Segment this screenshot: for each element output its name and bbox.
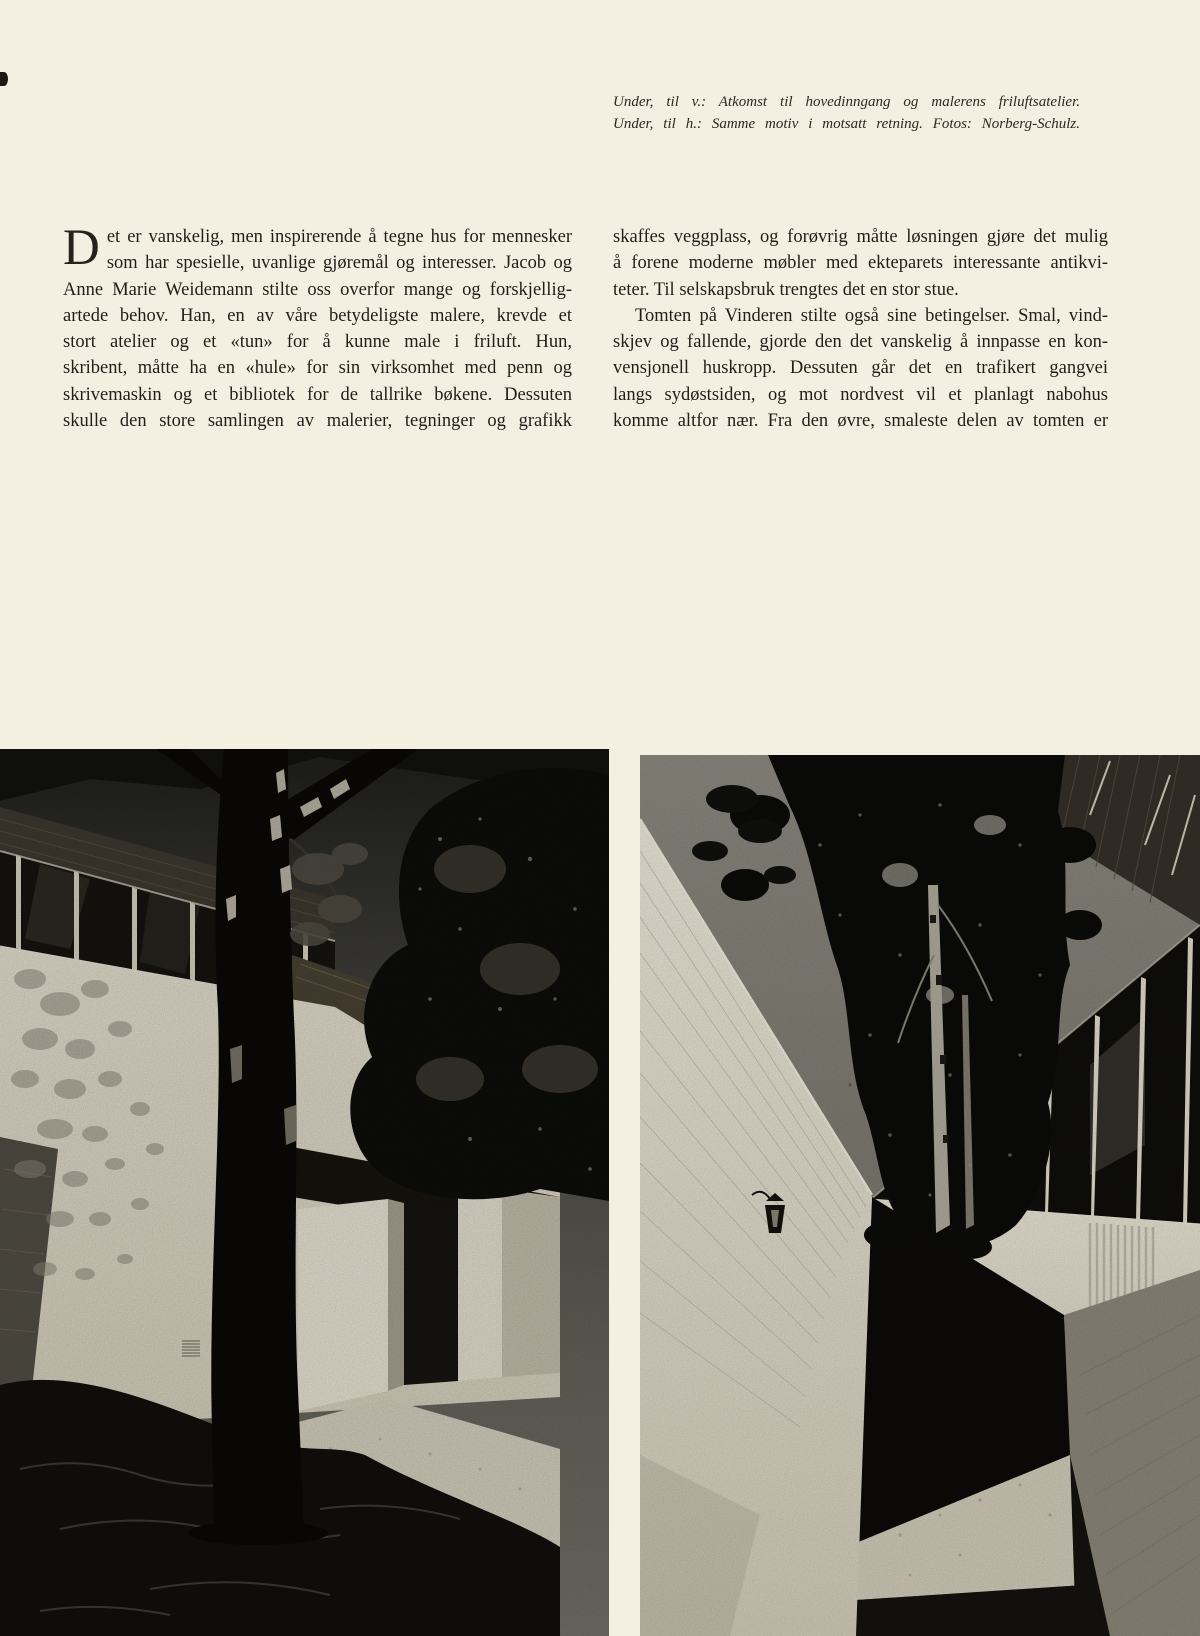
text-line: Tomten på Vinderen stilte også sine betingelser. Smal, vind- — [635, 305, 1108, 326]
text-line: vensjonell huskropp. Dessuten går det en trafikert gangvei — [613, 358, 1108, 379]
photo-caption — [613, 91, 1080, 135]
film-grain — [0, 749, 609, 1636]
text-line: som har spesielle, uvanlige gjøremål og interesser. Jacob og — [106, 253, 572, 274]
text-line: artede behov. Han, en av våre betydeligste malere, krevde et — [63, 305, 572, 326]
text-line: skaffes veggplass, og forøvrig måtte løsningen gjøre det mulig — [613, 227, 1108, 247]
caption-line: Under, til h.: Samme motiv i motsatt retning. Fotos: Norberg-Schulz. — [613, 116, 1080, 132]
film-grain — [640, 755, 1200, 1636]
text-line: komme altfor nær. Fra den øvre, smaleste delen av tomten er — [613, 411, 1108, 432]
drop-cap: D — [63, 220, 100, 276]
text-line: skulle den store samlingen av malerier, tegninger og grafikk — [63, 411, 572, 432]
text-line: et er vanskelig, men inspirerende å tegne hus for mennesker — [106, 227, 572, 247]
text-line: å forene moderne møbler med ekteparets interessante antikvi- — [613, 253, 1108, 274]
text-column-left — [63, 220, 572, 434]
text-line: skrivemaskin og et bibliotek for de tallrike bøkene. Dessuten — [63, 384, 572, 405]
text-line: langs sydøstsiden, og mot nordvest vil et planlagt nabohus — [613, 384, 1108, 405]
scan-speck — [0, 72, 8, 86]
text-line: skribent, måtte ha en «hule» for sin virksomhet med penn og — [63, 358, 572, 379]
photo-left-atkomst — [0, 749, 609, 1636]
text-line: teter. Til selskapsbruk trengtes det en stor stue. — [613, 279, 959, 300]
text-line: Anne Marie Weidemann stilte oss overfor mange og forskjellig- — [63, 279, 572, 300]
photo-right-motsatt-retning — [640, 755, 1200, 1636]
caption-line: Under, til v.: Atkomst til hovedinngang og malerens friluftsatelier. — [613, 94, 1080, 110]
text-line: stort atelier og et «tun» for å kunne male i friluft. Hun, — [63, 332, 572, 353]
text-column-right — [613, 224, 1108, 434]
text-line: skjev og fallende, gjorde den det vanskelig å innpasse en kon- — [613, 332, 1108, 353]
